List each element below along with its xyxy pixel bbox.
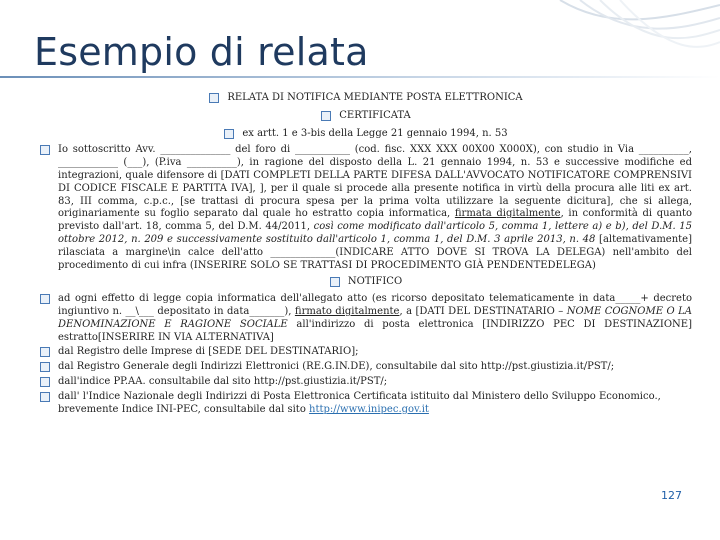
italic-segment: così come modificato dall'articolo 5, comma 1, lettere a) e b), del D.M. 15 ottobre 2012, n. 209 e successivamente sostituito dall'articolo 1, comma 1, del D.M. 3 aprile 2013, n. 48 <box>58 221 692 245</box>
text-segment: , a [DATI DEL DESTINATARIO – <box>399 305 564 317</box>
bullet-icon <box>40 392 50 402</box>
header-text: CERTIFICATA <box>339 109 411 121</box>
text-segment: all'indirizzo di posta elettronica [INDIRIZZO PEC DI DESTINAZIONE] estratto[INSERIRE IN VIA ALTERNATIVA] <box>58 318 692 343</box>
firmato-digitalmente-text: firmato digitalmente <box>294 305 400 317</box>
bullet-icon <box>40 347 50 357</box>
header-text: ex artt. 1 e 3-bis della Legge 21 gennaio 1994, n. 53 <box>242 127 508 139</box>
paragraph-text <box>58 144 692 272</box>
text-segment: , in conformità di quanto previsto dall'art. 18, comma 5, del D.M. 44/2011, <box>58 208 693 233</box>
list-item <box>40 361 692 374</box>
page-number: 127 <box>661 489 682 502</box>
bullet-icon <box>209 93 219 103</box>
header-item <box>40 110 692 123</box>
list-item-text: dall'indice PP.AA. consultabile dal sito http://pst.giustizia.it/PST/; <box>58 375 388 387</box>
bullet-icon <box>40 377 50 387</box>
relata-content <box>40 92 692 416</box>
page-title: Esempio di relata <box>34 30 369 74</box>
paragraph-notifica <box>40 293 692 344</box>
bullet-icon <box>40 362 50 372</box>
bullet-icon <box>330 277 340 287</box>
bullet-icon <box>40 294 50 304</box>
list-item <box>40 346 692 359</box>
text-segment: ad ogni effetto di legge copia informatica dell'allegato atto (es ricorso depositato telematicamente in data_____+ decreto ingiuntivo n. __\___ depositato in data_______), <box>58 293 692 317</box>
notifico-heading <box>40 276 692 289</box>
list-item <box>40 391 692 417</box>
firmata-digitalmente-text: firmata digitalmente <box>454 208 561 220</box>
header-item <box>40 128 692 141</box>
inipec-link[interactable]: http://www.inipec.gov.it <box>309 403 429 415</box>
text-segment: Io sottoscritto Avv. ______________ del foro di ___________ (cod. fisc. XXX XXX 00X00 X000X), con studio in Via __________, ____________ (___), (P.iva __________), in ragione del disposto della L. 21 gennaio 1994, n. 53 e successive modifiche ed integrazioni, quale difensore di [DATI COMPLETI DELLA PARTE DIFESA DALL'AVVOCATO NOTIFICATORE COMPRENSIVI DI CODICE FISCALE E PARTITA IVA], ], per il quale si procede alla presente notifica in virtù della procura alle liti ex art. 83, III comma, c.p.c., [se trattasi di procura spesa per la prima volta utilizzare la seguente dicitura], che si allega, originariamente su foglio separato dal quale ho estratto copia informatica, <box>58 144 692 220</box>
text-segment: [altemativamente] rilasciata a margine\in calce dell'atto _____________(INDICARE ATTO DOVE SI TROVA LA DELEGA) nell'ambito del procedimento di cui infra (INSERIRE SOLO SE TRATTASI DI PROCEDIMENTO GIÀ PENDENTEDELEGA) <box>58 233 692 271</box>
list-item-text: dal Registro delle Imprese di [SEDE DEL DESTINATARIO]; <box>58 346 359 358</box>
bullet-icon <box>224 129 234 139</box>
title-divider <box>0 76 720 78</box>
list-item-text: dal Registro Generale degli Indirizzi Elettronici (RE.G.IN.DE), consultabile dal sito http://pst.giustizia.it/PST/; <box>58 361 615 373</box>
header-text: RELATA DI NOTIFICA MEDIANTE POSTA ELETTRONICA <box>227 92 523 103</box>
decorative-corner-waves <box>520 0 720 70</box>
paragraph-sottoscritto <box>40 144 692 272</box>
list-item-text <box>58 391 692 417</box>
italic-segment: NOME COGNOME O LA DENOMINAZIONE E RAGIONE SOCIALE <box>58 305 692 330</box>
text-segment: dall' l'Indice Nazionale degli Indirizzi di Posta Elettronica Certificata istituito dal Ministero dello Sviluppo Economico., brevemente Indice INI-PEC, consultabile dal sito <box>58 390 661 415</box>
list-item <box>40 376 692 389</box>
bullet-icon <box>321 111 331 121</box>
paragraph-text <box>58 293 692 344</box>
notifico-text: NOTIFICO <box>347 276 403 288</box>
header-item <box>40 92 692 105</box>
bullet-icon <box>40 145 50 155</box>
